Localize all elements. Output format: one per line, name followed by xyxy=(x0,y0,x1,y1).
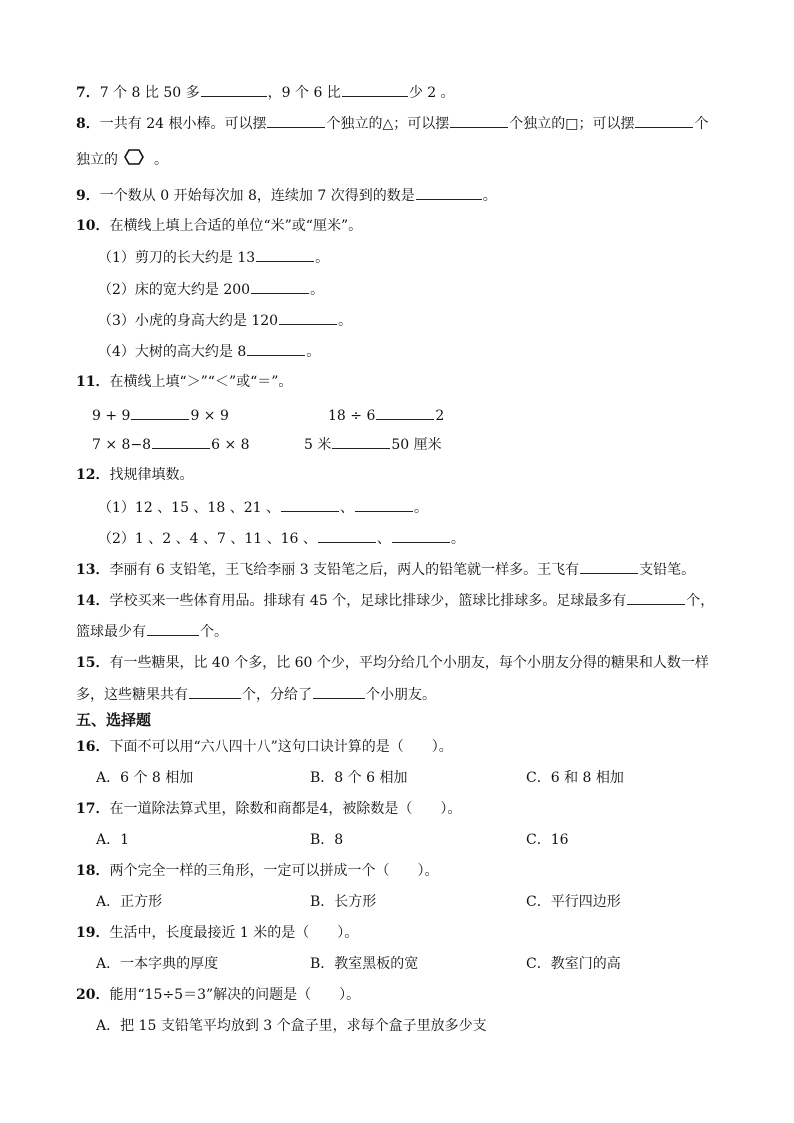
question-8-cont: 独立的 。 xyxy=(76,149,168,171)
hexagon-icon xyxy=(124,149,144,171)
answer-blank[interactable] xyxy=(318,528,376,543)
list-item: （2）床的宽大约是 200 。 xyxy=(98,279,324,300)
question-9: 9．一个数从 0 开始每次加 8，连续加 7 次得到的数是 。 xyxy=(76,185,497,206)
option-c[interactable]: C．6 和 8 相加 xyxy=(526,770,624,786)
answer-blank[interactable] xyxy=(376,405,434,420)
question-number: 16． xyxy=(76,739,110,755)
question-number: 8． xyxy=(76,116,100,132)
question-number: 18． xyxy=(76,863,110,879)
comparison-item: 5 米 50 厘米 xyxy=(304,434,442,455)
answer-blank[interactable] xyxy=(267,113,325,128)
question-number: 14． xyxy=(76,593,110,609)
option-a[interactable]: A．正方形 xyxy=(96,894,163,910)
answer-blank[interactable] xyxy=(247,341,305,356)
question-12: 12．找规律填数。 xyxy=(76,467,194,483)
comparison-item: 9 + 9 9 × 9 xyxy=(92,405,229,426)
option-b[interactable]: B．长方形 xyxy=(310,894,377,910)
comparison-item: 7 × 8−8 6 × 8 xyxy=(92,434,250,455)
question-16: 16．下面不可以用“六八四十八”这句口诀计算的是（ ）。 xyxy=(76,739,453,755)
list-item: （1）剪刀的长大约是 13 。 xyxy=(98,247,329,268)
list-item: （3）小虎的身高大约是 120 。 xyxy=(98,310,352,331)
question-15-cont: 多，这些糖果共有 个，分给了 个小朋友。 xyxy=(76,684,436,705)
answer-blank[interactable] xyxy=(201,82,267,97)
question-8: 8．一共有 24 根小棒。可以摆 个独立的△；可以摆 个独立的□；可以摆 个 xyxy=(76,113,708,134)
answer-blank[interactable] xyxy=(189,684,241,699)
answer-blank[interactable] xyxy=(279,310,337,325)
question-19: 19．生活中，长度最接近 1 米的是（ ）。 xyxy=(76,925,359,941)
option-c[interactable]: C．平行四边形 xyxy=(526,894,621,910)
question-15: 15．有一些糖果，比 40 个多，比 60 个少，平均分给几个小朋友，每个小朋友分得的糖果和人数一样 xyxy=(76,655,709,671)
answer-blank[interactable] xyxy=(580,559,638,574)
answer-blank[interactable] xyxy=(635,113,693,128)
section-heading: 五、选择题 xyxy=(76,711,152,729)
answer-blank[interactable] xyxy=(152,434,210,449)
question-7: 7．7 个 8 比 50 多 ，9 个 6 比 少 2 。 xyxy=(76,82,455,103)
option-c[interactable]: C．教室门的高 xyxy=(526,956,621,972)
question-number: 19． xyxy=(76,925,110,941)
answer-blank[interactable] xyxy=(313,684,365,699)
question-18: 18．两个完全一样的三角形，一定可以拼成一个（ ）。 xyxy=(76,863,439,879)
question-number: 17． xyxy=(76,801,110,817)
option-a[interactable]: A．一本字典的厚度 xyxy=(96,956,219,972)
option-a[interactable]: A．6 个 8 相加 xyxy=(96,770,194,786)
sequence-2: （2）1 、2 、4 、7 、11 、16 、 、 。 xyxy=(98,528,465,549)
question-14-cont: 篮球最少有 个。 xyxy=(76,621,228,642)
answer-blank[interactable] xyxy=(147,621,199,636)
answer-blank[interactable] xyxy=(256,247,314,262)
answer-blank[interactable] xyxy=(332,434,390,449)
question-13: 13．李丽有 6 支铅笔，王飞给李丽 3 支铅笔之后，两人的铅笔就一样多。王飞有 支铅笔。 xyxy=(76,559,695,580)
answer-blank[interactable] xyxy=(450,113,508,128)
option-b[interactable]: B．8 xyxy=(310,832,344,848)
question-number: 9． xyxy=(76,188,100,204)
question-number: 13． xyxy=(76,562,110,578)
option-b[interactable]: B．教室黑板的宽 xyxy=(310,956,419,972)
answer-blank[interactable] xyxy=(392,528,450,543)
question-number: 20． xyxy=(76,987,110,1003)
question-14: 14．学校买来一些体育用品。排球有 45 个，足球比排球少，篮球比排球多。足球最多有 个， xyxy=(76,590,714,611)
question-17: 17．在一道除法算式里，除数和商都是4，被除数是（ ）。 xyxy=(76,801,462,817)
answer-blank[interactable] xyxy=(416,185,482,200)
option-c[interactable]: C．16 xyxy=(526,832,569,848)
answer-blank[interactable] xyxy=(281,497,339,512)
answer-blank[interactable] xyxy=(131,405,189,420)
question-11: 11．在横线上填“＞”“＜”或“＝”。 xyxy=(76,374,293,390)
answer-blank[interactable] xyxy=(342,82,408,97)
question-20: 20．能用“15÷5＝3”解决的问题是（ ）。 xyxy=(76,987,361,1003)
answer-blank[interactable] xyxy=(627,590,685,605)
question-number: 12． xyxy=(76,467,110,483)
option-a[interactable]: A．把 15 支铅笔平均放到 3 个盒子里，求每个盒子里放多少支 xyxy=(96,1018,487,1034)
option-a[interactable]: A．1 xyxy=(96,832,130,848)
comparison-item: 18 ÷ 6 2 xyxy=(328,405,444,426)
question-number: 7． xyxy=(76,85,100,101)
sequence-1: （1）12 、15 、18 、21 、 、 。 xyxy=(98,497,428,518)
option-b[interactable]: B．8 个 6 相加 xyxy=(310,770,408,786)
answer-blank[interactable] xyxy=(251,279,309,294)
question-number: 10． xyxy=(76,218,110,234)
answer-blank[interactable] xyxy=(355,497,413,512)
question-10: 10．在横线上填上合适的单位“米”或“厘米”。 xyxy=(76,218,363,234)
list-item: （4）大树的高大约是 8 。 xyxy=(98,341,320,362)
question-number: 11． xyxy=(76,374,110,390)
question-number: 15． xyxy=(76,655,110,671)
